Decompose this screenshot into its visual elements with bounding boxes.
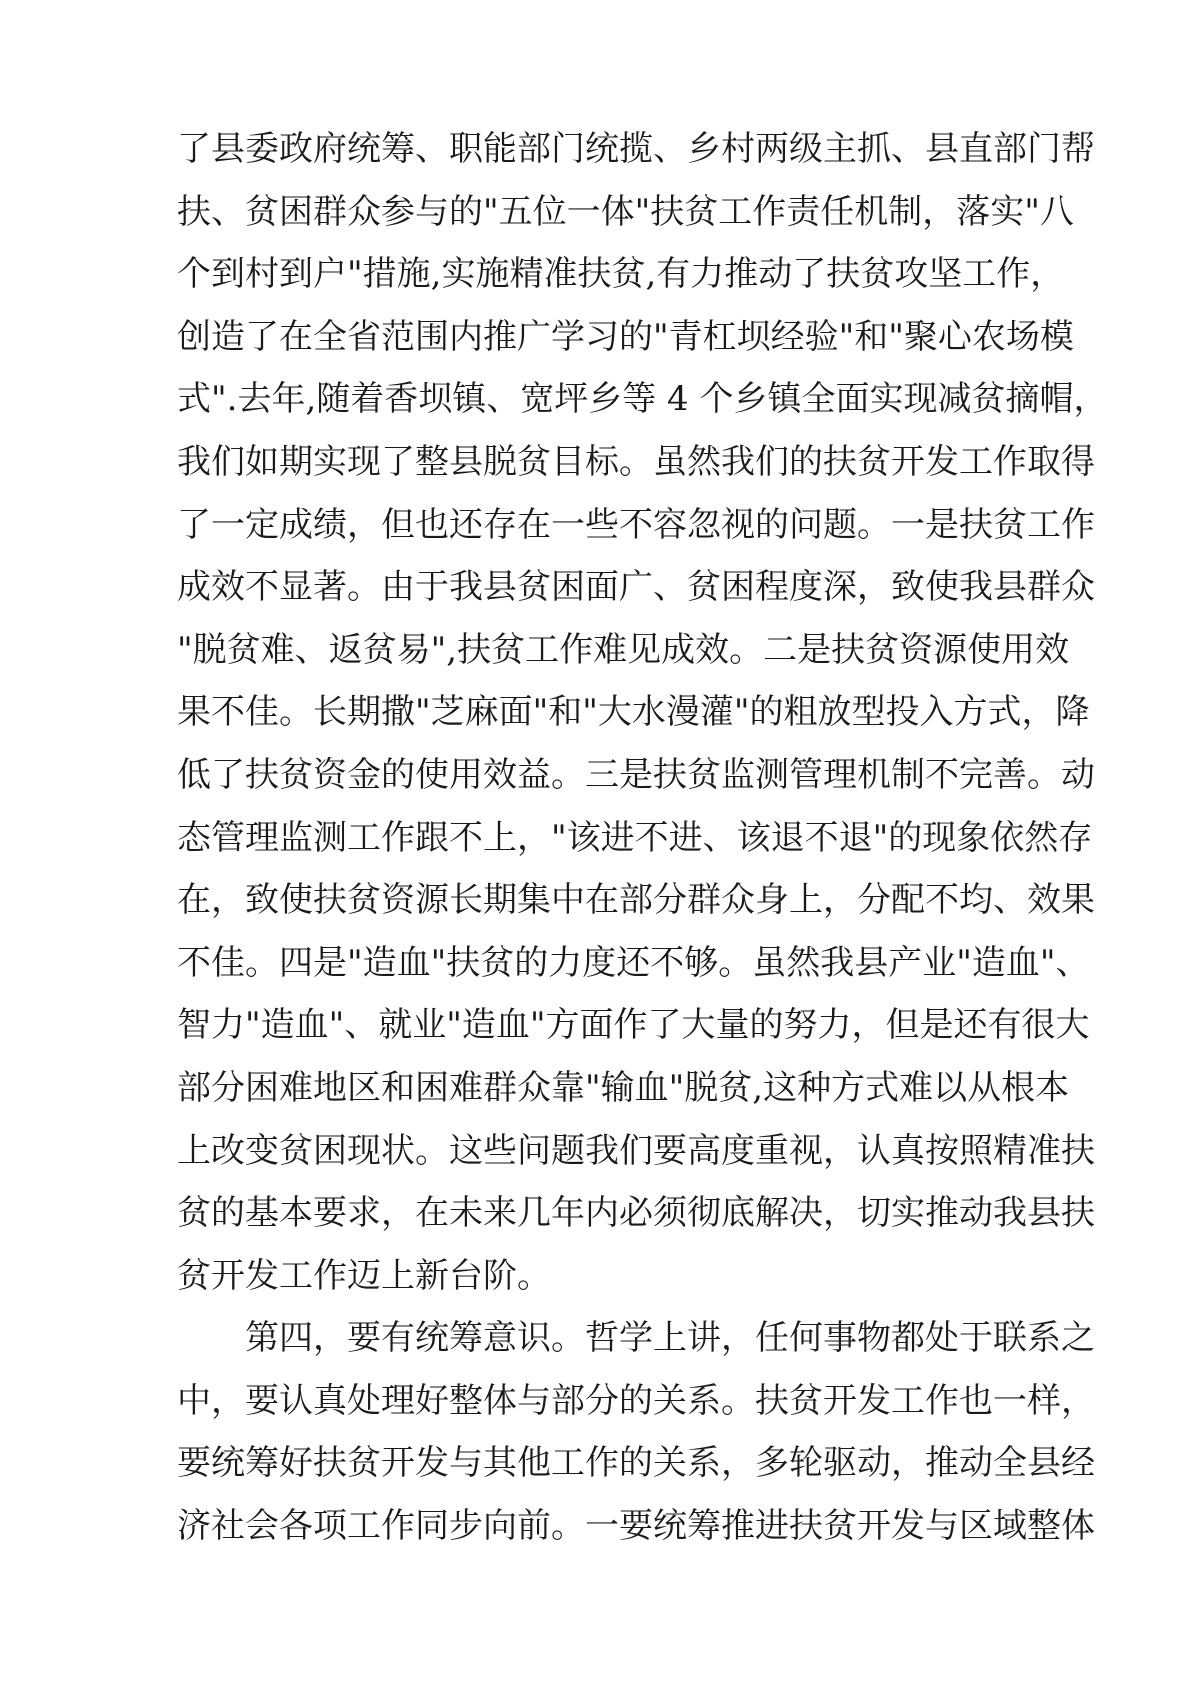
text-line: 中，要认真处理好整体与部分的关系。扶贫开发工作也一样， bbox=[177, 1380, 1095, 1421]
text-line: 智力"造血"、就业"造血"方面作了大量的努力，但是还有很大 bbox=[177, 1005, 1090, 1046]
text-line: 贫的基本要求，在未来几年内必须彻底解决，切实推动我县扶 bbox=[177, 1193, 1095, 1234]
text-line: 要统筹好扶贫开发与其他工作的关系，多轮驱动，推动全县经 bbox=[177, 1443, 1095, 1484]
text-line: 态管理监测工作跟不上，"该进不进、该退不退"的现象依然存 bbox=[177, 817, 1093, 858]
text-line: 上改变贫困现状。这些问题我们要高度重视，认真按照精准扶 bbox=[177, 1130, 1095, 1171]
text-line: 低了扶贫资金的使用效益。三是扶贫监测管理机制不完善。动 bbox=[177, 754, 1095, 795]
paragraph-1 bbox=[177, 118, 1108, 1307]
text-line: 我们如期实现了整县脱贫目标。虽然我们的扶贫开发工作取得 bbox=[177, 441, 1095, 482]
text-line: 在，致使扶贫资源长期集中在部分群众身上，分配不均、效果 bbox=[177, 880, 1095, 921]
text-line: 第四，要有统筹意识。哲学上讲，任何事物都处于联系之 bbox=[245, 1318, 1095, 1359]
text-line: 式".去年,随着香坝镇、宽坪乡等 4 个乡镇全面实现减贫摘帽， bbox=[177, 379, 1108, 420]
text-line: 了县委政府统筹、职能部门统揽、乡村两级主抓、县直部门帮 bbox=[177, 129, 1095, 169]
text-line: 部分困难地区和困难群众靠"输血"脱贫,这种方式难以从根本 bbox=[177, 1067, 1070, 1108]
text-line: 果不佳。长期撒"芝麻面"和"大水漫灌"的粗放型投入方式，降 bbox=[177, 692, 1090, 733]
paragraph-2 bbox=[177, 1307, 1095, 1557]
text-line: 创造了在全省范围内推广学习的"青杠坝经验"和"聚心农场模 bbox=[177, 316, 1074, 357]
text-line: 个到村到户"措施,实施精准扶贫,有力推动了扶贫攻坚工作， bbox=[177, 254, 1065, 295]
text-line: 济社会各项工作同步向前。一要统筹推进扶贫开发与区域整体 bbox=[177, 1506, 1095, 1547]
document-body bbox=[177, 118, 1108, 1558]
text-line: 了一定成绩，但也还存在一些不容忽视的问题。一是扶贫工作 bbox=[177, 504, 1095, 545]
text-line: 扶、贫困群众参与的"五位一体"扶贫工作责任机制，落实"八 bbox=[177, 191, 1074, 232]
text-line: "脱贫难、返贫易",扶贫工作难见成效。二是扶贫资源使用效 bbox=[177, 629, 1070, 670]
text-line: 贫开发工作迈上新台阶。 bbox=[177, 1255, 551, 1296]
text-line: 成效不显著。由于我县贫困面广、贫困程度深，致使我县群众 bbox=[177, 567, 1095, 608]
text-line: 不佳。四是"造血"扶贫的力度还不够。虽然我县产业"造血"、 bbox=[177, 942, 1090, 983]
